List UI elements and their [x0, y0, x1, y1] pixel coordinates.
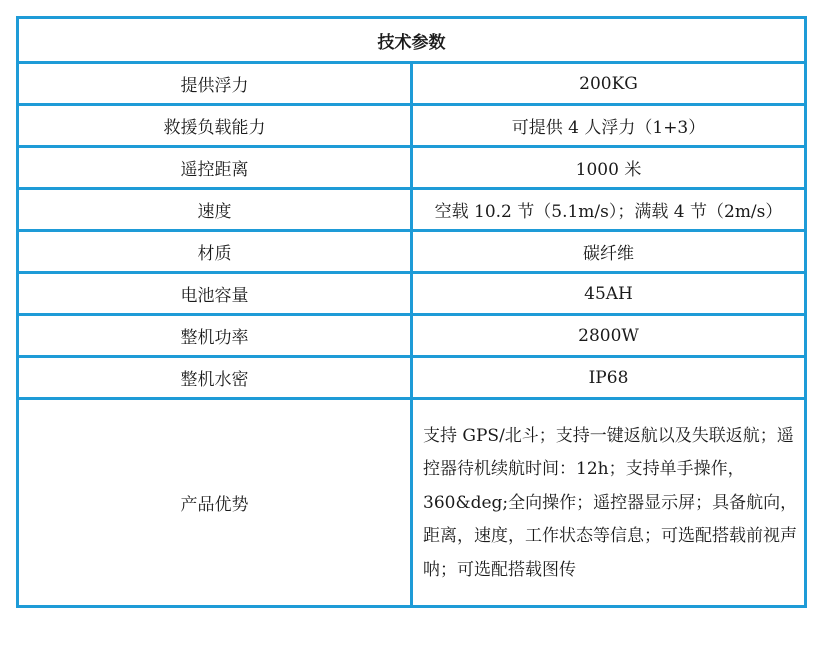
table-row	[18, 399, 806, 607]
row-value-buoyancy: 200KG	[412, 63, 806, 105]
table-row	[18, 357, 806, 399]
table-title: 技术参数	[18, 18, 806, 63]
row-value-speed: 空载 10.2 节（5.1m/s）；满载 4 节（2m/s）	[412, 189, 806, 231]
row-label-waterproof: 整机水密	[18, 357, 412, 399]
table-row	[18, 315, 806, 357]
spec-table	[16, 16, 807, 608]
table-row	[18, 147, 806, 189]
row-value-material: 碳纤维	[412, 231, 806, 273]
title-row	[18, 18, 806, 63]
row-value-power: 2800W	[412, 315, 806, 357]
row-label-buoyancy: 提供浮力	[18, 63, 412, 105]
table-row	[18, 231, 806, 273]
row-value-remote-range: 1000 米	[412, 147, 806, 189]
table-row	[18, 273, 806, 315]
table-row	[18, 189, 806, 231]
row-value-rescue-load: 可提供 4 人浮力（1+3）	[412, 105, 806, 147]
row-value-battery: 45AH	[412, 273, 806, 315]
row-label-remote-range: 遥控距离	[18, 147, 412, 189]
row-label-material: 材质	[18, 231, 412, 273]
row-value-advantages: 支持 GPS/北斗；支持一键返航以及失联返航；遥控器待机续航时间：12h；支持单手操作，360&deg;全向操作；遥控器显示屏；具备航向，距离，速度，工作状态等信息；可选配搭载前视声呐；可选配搭载图传	[412, 399, 806, 607]
row-label-speed: 速度	[18, 189, 412, 231]
row-value-waterproof: IP68	[412, 357, 806, 399]
row-label-power: 整机功率	[18, 315, 412, 357]
row-label-advantages: 产品优势	[18, 399, 412, 607]
table-row	[18, 63, 806, 105]
row-label-battery: 电池容量	[18, 273, 412, 315]
table-row	[18, 105, 806, 147]
row-label-rescue-load: 救援负载能力	[18, 105, 412, 147]
